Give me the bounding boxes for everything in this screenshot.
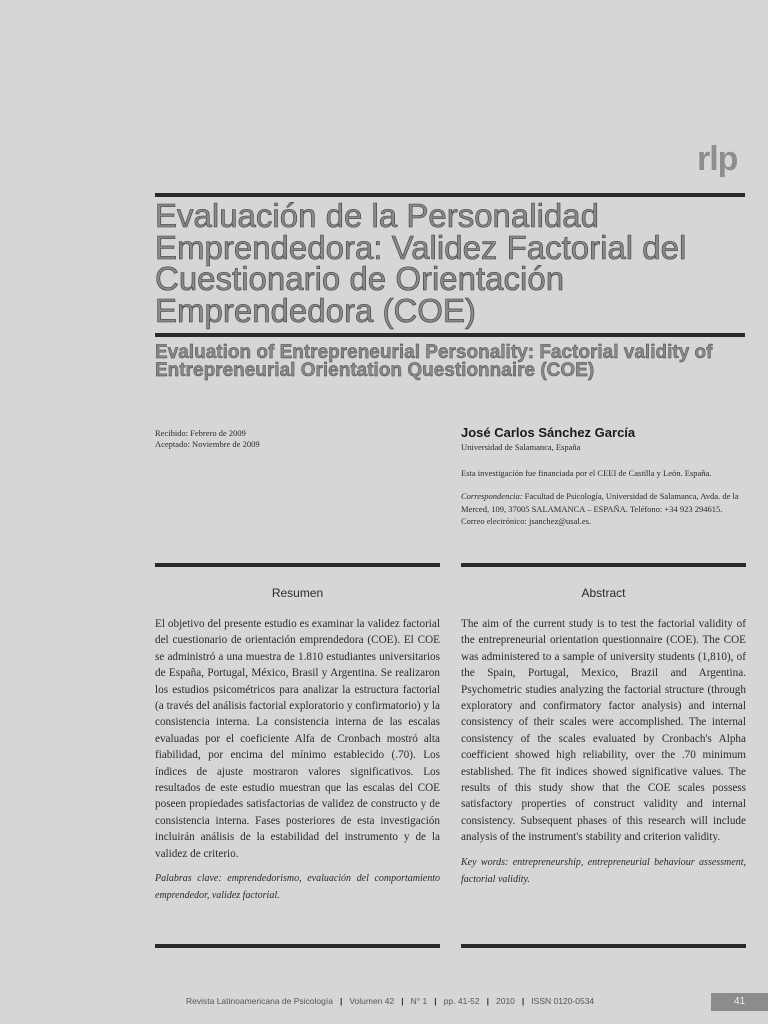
abstract-body-block xyxy=(461,616,746,888)
resumen-body: El objetivo del presente estudio es examinar la validez factorial del cuestionario de orientación emprendedora (COE). El COE se administró a una muestra de 1.810 estudiantes universitarios de España, Portugal, México, Brasil y Argentina. Se realizaron los estudios psicométricos para analizar la estructura factorial (a través del análisis factorial exploratorio y confirmatorio) y la consistencia interna. La consistencia interna de las escalas evaluadas por el coeficiente Alfa de Cronbach mostró alta fiabilidad, por encima del mínimo establecido (.70). Los índices de ajuste mostraron valores significativos. Los resultados de este estudio muestran que las escalas del COE poseen propiedades satisfactorias de validez de constructo y de consistencia interna. Fases posteriores de esta investigación incluirán análisis de la estabilidad del instrumento y de la validez de criterio. xyxy=(155,618,440,860)
footer-number: N° 1 xyxy=(410,996,428,1006)
footer-issn: ISSN 0120-0534 xyxy=(531,996,595,1006)
abstract-heading: Abstract xyxy=(581,586,626,600)
correspondence-text: Facultad de Psicología, Universidad de Salamanca, Avda. de la Merced, 109, 37005 SALAMANCA – ESPAÑA. Teléfono: +34 923 294615. Correo electrónico: jsanchez@usal.es. xyxy=(461,491,739,526)
resumen-body-block xyxy=(155,616,440,904)
footer-pages: pp. 41-52 xyxy=(443,996,480,1006)
resumen-heading: Resumen xyxy=(271,586,324,600)
footer-separator: | xyxy=(521,996,525,1006)
funding-note: Esta investigación fue financiada por el CEEI de Castilla y León. España. xyxy=(461,468,712,478)
resumen-keywords: Palabras clave: emprendedorismo, evaluación del comportamiento emprendedor, validez factorial. xyxy=(155,873,440,902)
article-title-en: Evaluation of Entrepreneurial Personality: Factorial validity of Entrepreneurial Orientation Questionnaire (COE) xyxy=(155,342,713,381)
abstract-keywords: Key words: entrepreneurship, entrepreneurial behaviour assessment, factorial validity. xyxy=(461,856,746,885)
footer-separator: | xyxy=(434,996,437,1006)
abstract-top-rule xyxy=(461,563,746,567)
author-name: José Carlos Sánchez García xyxy=(461,425,636,440)
correspondence-note xyxy=(461,490,746,528)
footer-separator: | xyxy=(339,996,343,1006)
page-footer xyxy=(186,996,594,1006)
page-number: 41 xyxy=(711,993,768,1011)
resumen-bottom-rule xyxy=(155,944,440,948)
title-bottom-rule xyxy=(155,333,745,337)
journal-logo: rlp xyxy=(697,140,738,178)
footer-year: 2010 xyxy=(495,996,515,1006)
article-dates xyxy=(155,428,260,450)
abstract-body: The aim of the current study is to test the factorial validity of the entrepreneurial orientation questionnaire (COE). The COE was administered to a sample of university students (1,810), of the Spain, Portugal, Mexico, Brazil and Argentina. Psychometric studies analyzing the factorial structure (through exploratory and confirmatory factor analysis) and internal consistency of their scales were accomplished. The internal consistency of the scales evaluated by Cronbach's Alpha coefficient showed high reliability, over the .70 minimum established. The fit indices showed significative values. The results of this study show that the COE scales possess satisfactory properties of construct validity and internal consistency. Subsequent phases of this research will include analysis of the instrument's stability and criterion validity. xyxy=(461,618,746,844)
footer-volume: Volumen 42 xyxy=(349,996,395,1006)
author-affiliation: Universidad de Salamanca, España xyxy=(461,442,581,452)
resumen-top-rule xyxy=(155,563,440,567)
correspondence-label: Correspondencia: xyxy=(461,491,523,501)
footer-separator: | xyxy=(486,996,489,1006)
footer-journal: Revista Latinoamericana de Psicología xyxy=(186,996,333,1006)
abstract-bottom-rule xyxy=(461,944,746,948)
accepted-date: Aceptado: Noviembre de 2009 xyxy=(155,439,260,449)
received-date: Recibido: Febrero de 2009 xyxy=(155,428,246,438)
article-title-es: Evaluación de la Personalidad Emprendedora: Validez Factorial del Cuestionario de Orientación Emprendedora (COE) xyxy=(155,197,687,329)
footer-separator: | xyxy=(401,996,404,1006)
